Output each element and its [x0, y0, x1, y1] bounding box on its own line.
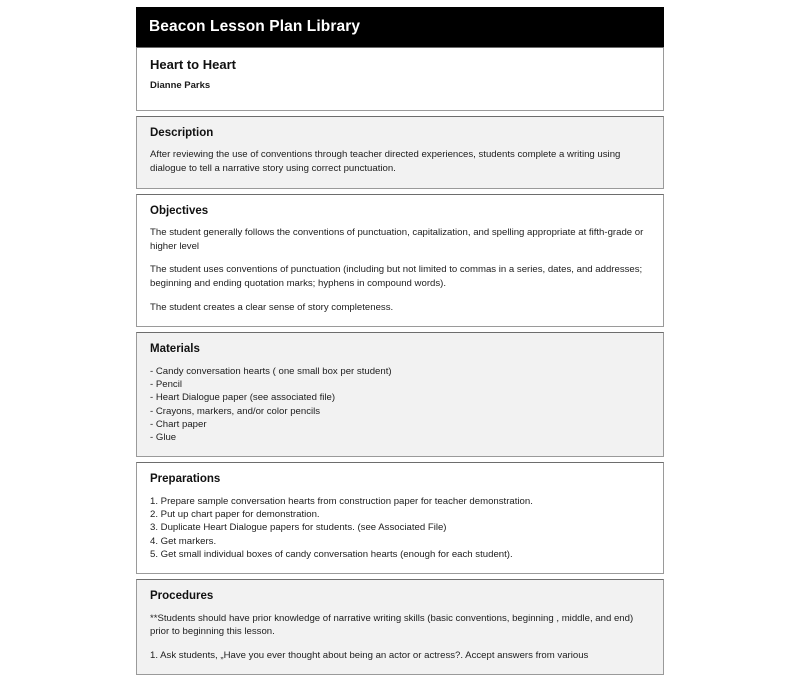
list-item: 2. Put up chart paper for demonstration.	[150, 509, 320, 521]
objective-item: The student uses conventions of punctuation (including but not limited to commas in a series, dates, and addresses; beginning and ending quotation marks; hyphens in compound words).	[150, 264, 643, 290]
list-item: - Chart paper	[150, 418, 207, 430]
section-heading-objectives: Objectives	[150, 204, 209, 217]
description-body: After reviewing the use of conventions through teacher directed experiences, students complete a writing using dialogue to tell a narrative story using correct punctuation.	[150, 149, 621, 174]
list-item: - Candy conversation hearts ( one small box per student)	[150, 365, 392, 377]
list-item: - Pencil	[150, 379, 182, 391]
section-heading-procedures: Procedures	[150, 590, 214, 603]
section-procedures	[136, 579, 664, 675]
section-heading-description: Description	[150, 126, 214, 139]
lesson-title: Heart to Heart	[150, 57, 236, 72]
materials-list	[150, 365, 650, 444]
section-heading-preparations: Preparations	[150, 473, 221, 486]
objective-item: The student creates a clear sense of story completeness.	[150, 301, 394, 313]
list-item: 3. Duplicate Heart Dialogue papers for students. (see Associated File)	[150, 522, 447, 534]
section-description	[136, 116, 664, 189]
preparations-list	[150, 495, 650, 561]
site-title: Beacon Lesson Plan Library	[149, 18, 361, 36]
list-item: 1. Prepare sample conversation hearts from construction paper for teacher demonstration.	[150, 495, 533, 507]
list-item: 1. Ask students, „Have you ever thought about being an actor or actress?. Accept answers from various	[150, 650, 589, 661]
procedures-note: **Students should have prior knowledge of narrative writing skills (basic conventions, beginning , middle, and end) prior to beginning this lesson.	[150, 612, 634, 638]
list-item: - Crayons, markers, and/or color pencils	[150, 405, 321, 417]
list-item: - Glue	[150, 432, 177, 444]
section-heading-materials: Materials	[150, 343, 200, 356]
objective-item: The student generally follows the conventions of punctuation, capitalization, and spelling appropriate at fifth-grade or higher level	[150, 227, 644, 252]
lesson-author: Dianne Parks	[150, 80, 211, 92]
lesson-plan-document	[136, 7, 664, 675]
procedures-list	[150, 649, 650, 662]
section-objectives	[136, 194, 664, 328]
section-materials	[136, 332, 664, 457]
list-item: 4. Get markers.	[150, 535, 217, 547]
list-item: - Heart Dialogue paper (see associated file)	[150, 392, 336, 404]
list-item: 5. Get small individual boxes of candy conversation hearts (enough for each student).	[150, 548, 513, 560]
lesson-title-block	[136, 47, 664, 111]
section-preparations	[136, 462, 664, 574]
masthead-banner	[136, 7, 664, 47]
